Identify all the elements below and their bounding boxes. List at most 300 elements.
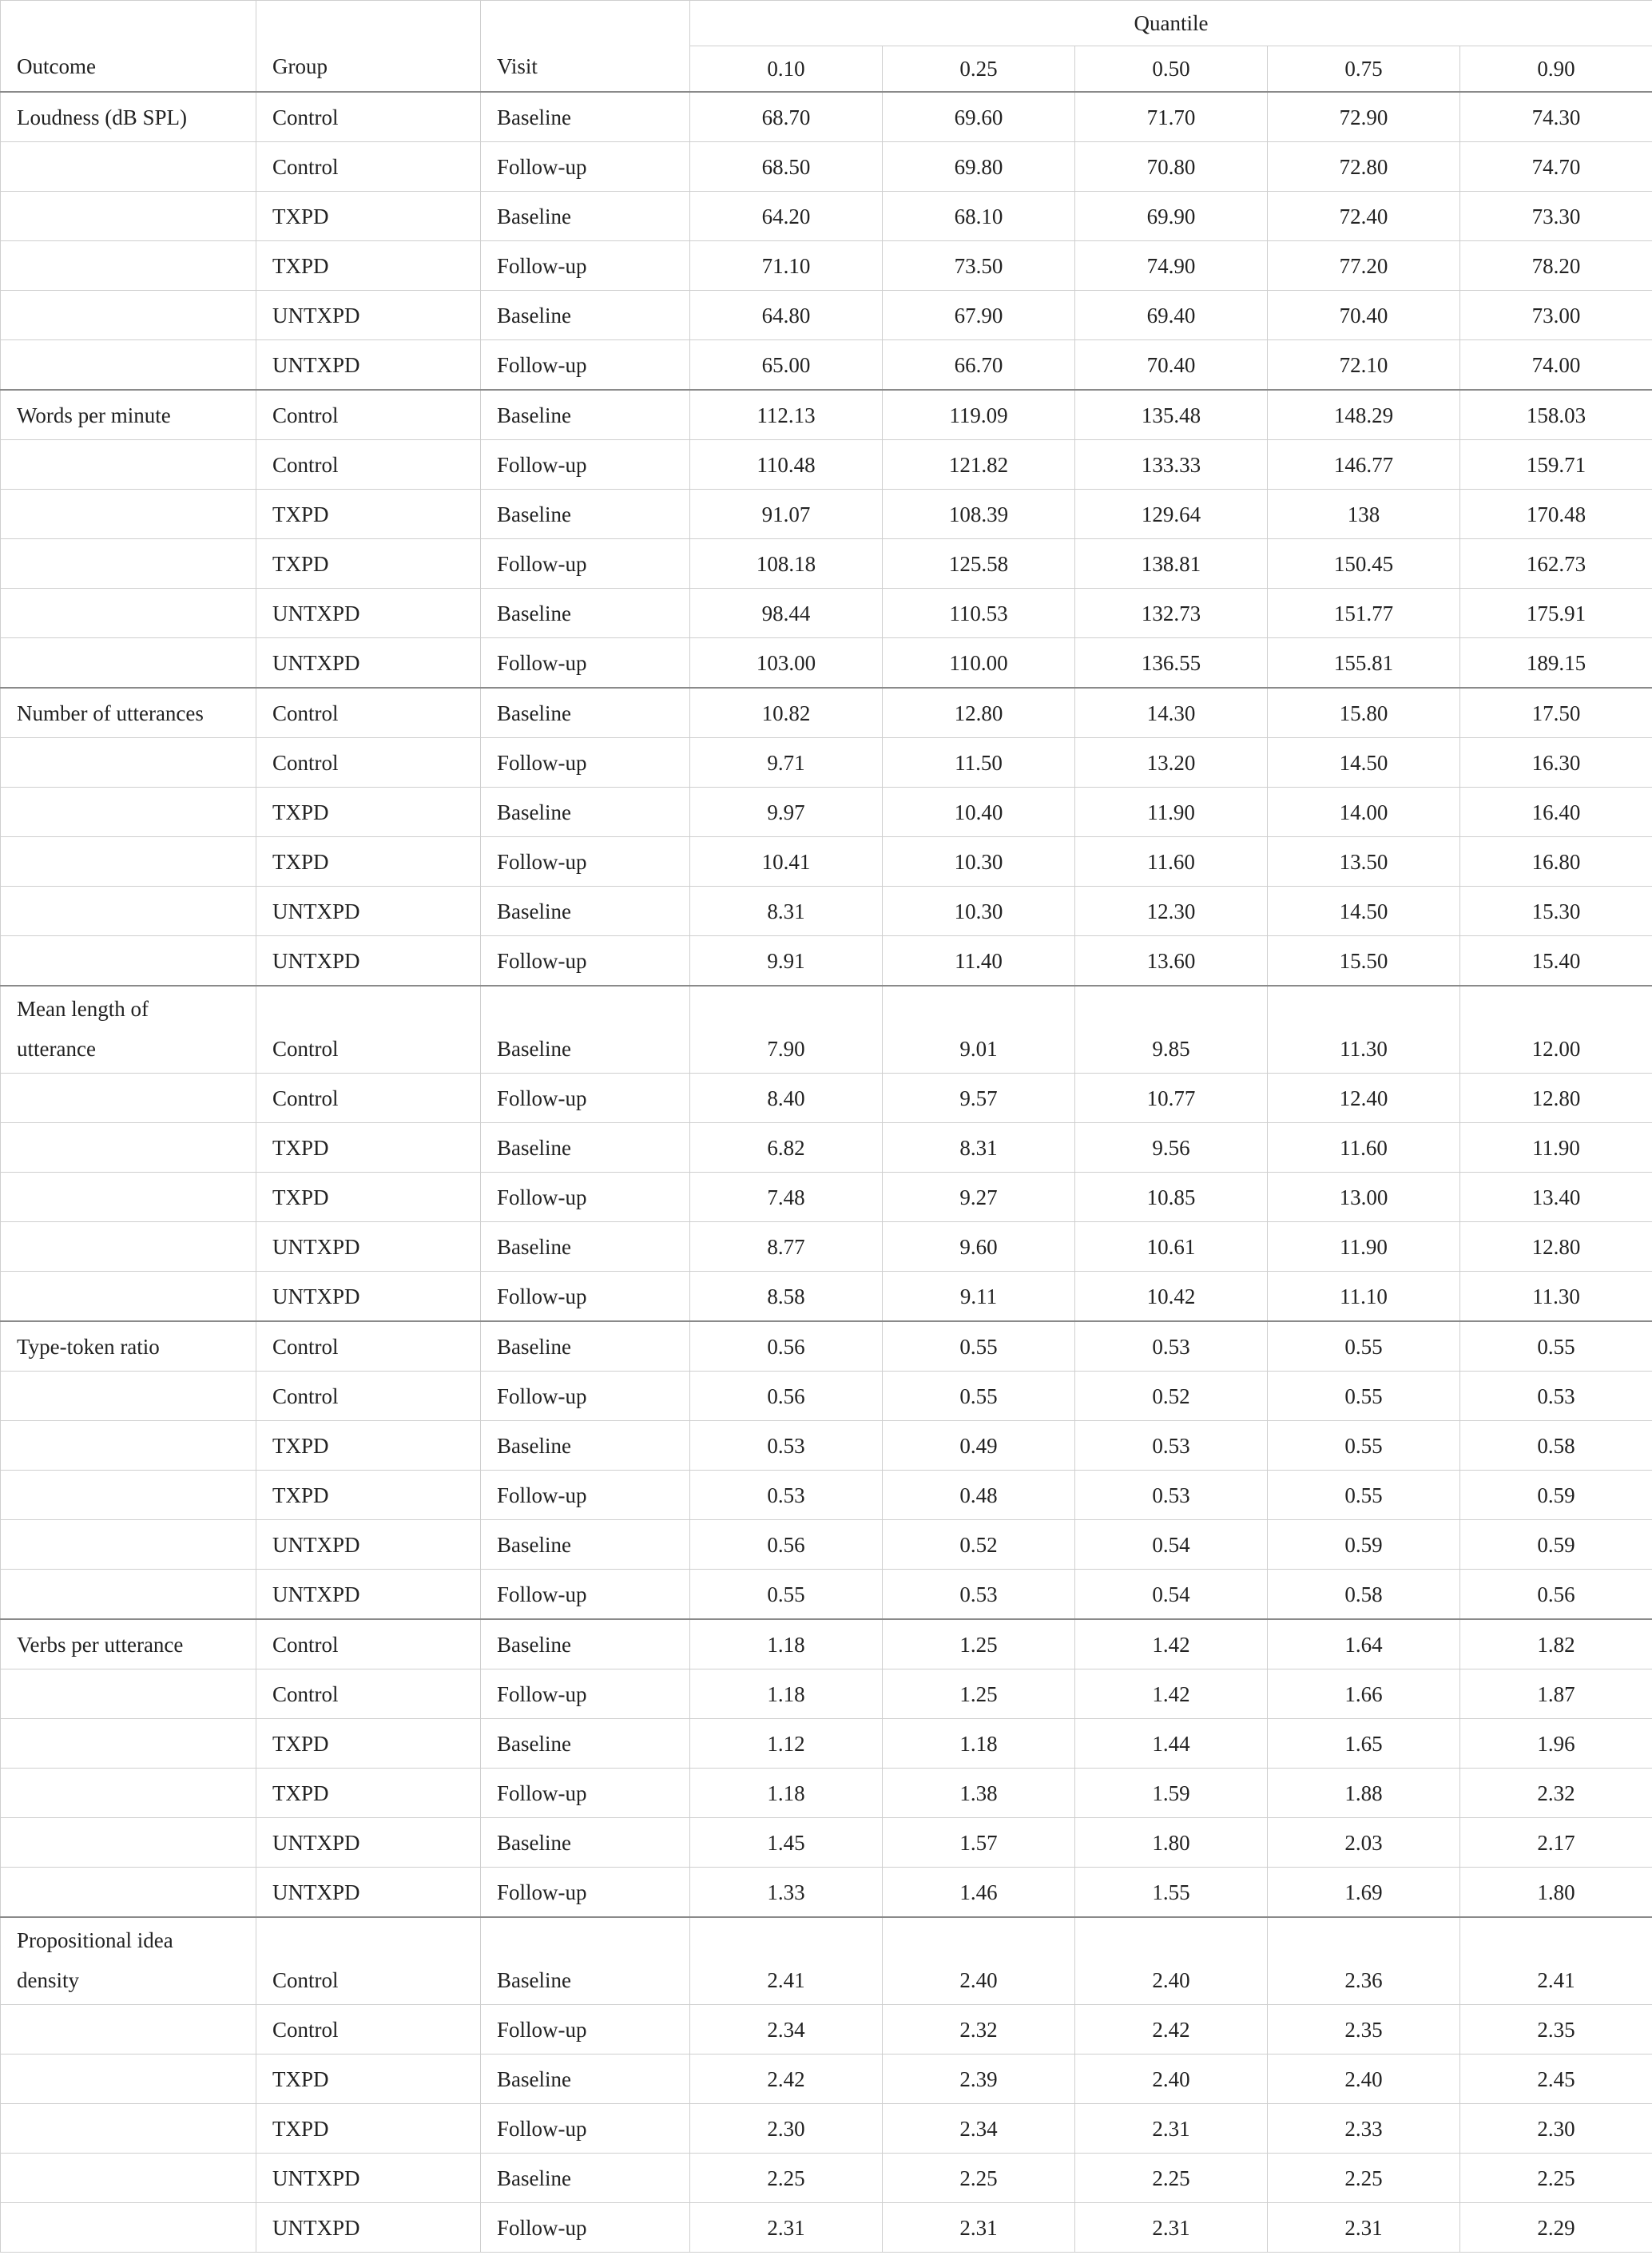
outcome-cell bbox=[1, 2055, 256, 2104]
value-cell: 148.29 bbox=[1268, 390, 1460, 440]
outcome-cell bbox=[1, 2203, 256, 2253]
value-cell: 2.41 bbox=[690, 1917, 883, 2005]
table-row bbox=[1, 1520, 1652, 1570]
value-cell: 10.30 bbox=[883, 837, 1075, 887]
value-cell: 0.53 bbox=[1075, 1471, 1268, 1520]
visit-cell: Follow-up bbox=[481, 2203, 690, 2253]
group-cell: Control bbox=[256, 92, 481, 142]
group-cell: Control bbox=[256, 1917, 481, 2005]
table-row bbox=[1, 390, 1652, 440]
value-cell: 14.50 bbox=[1268, 887, 1460, 936]
value-cell: 151.77 bbox=[1268, 589, 1460, 638]
value-cell: 1.55 bbox=[1075, 1868, 1268, 1918]
table-row bbox=[1, 490, 1652, 539]
group-cell: UNTXPD bbox=[256, 936, 481, 987]
value-cell: 10.42 bbox=[1075, 1272, 1268, 1322]
value-cell: 2.45 bbox=[1460, 2055, 1652, 2104]
value-cell: 2.31 bbox=[690, 2203, 883, 2253]
table-row bbox=[1, 1917, 1652, 2005]
outcome-cell bbox=[1, 738, 256, 788]
value-cell: 10.61 bbox=[1075, 1222, 1268, 1272]
visit-cell: Follow-up bbox=[481, 1669, 690, 1719]
table-row bbox=[1, 1123, 1652, 1173]
value-cell: 1.25 bbox=[883, 1669, 1075, 1719]
table-row bbox=[1, 1818, 1652, 1868]
outcome-cell bbox=[1, 1917, 256, 2005]
value-cell: 2.35 bbox=[1268, 2005, 1460, 2055]
value-cell: 2.40 bbox=[1075, 2055, 1268, 2104]
header-quantile-0-50: 0.50 bbox=[1075, 46, 1268, 93]
value-cell: 2.25 bbox=[1075, 2154, 1268, 2203]
value-cell: 16.40 bbox=[1460, 788, 1652, 837]
value-cell: 108.39 bbox=[883, 490, 1075, 539]
group-cell: TXPD bbox=[256, 1471, 481, 1520]
value-cell: 11.60 bbox=[1268, 1123, 1460, 1173]
visit-cell: Follow-up bbox=[481, 2104, 690, 2154]
outcome-cell bbox=[1, 1669, 256, 1719]
value-cell: 0.56 bbox=[690, 1321, 883, 1372]
value-cell: 10.77 bbox=[1075, 1074, 1268, 1123]
value-cell: 1.88 bbox=[1268, 1769, 1460, 1818]
value-cell: 2.29 bbox=[1460, 2203, 1652, 2253]
value-cell: 77.20 bbox=[1268, 241, 1460, 291]
value-cell: 1.45 bbox=[690, 1818, 883, 1868]
table-row bbox=[1, 837, 1652, 887]
visit-cell: Baseline bbox=[481, 1619, 690, 1669]
value-cell: 8.31 bbox=[883, 1123, 1075, 1173]
value-cell: 73.00 bbox=[1460, 291, 1652, 340]
table-row bbox=[1, 738, 1652, 788]
group-cell: TXPD bbox=[256, 1719, 481, 1769]
value-cell: 0.55 bbox=[1268, 1372, 1460, 1421]
value-cell: 13.00 bbox=[1268, 1173, 1460, 1222]
value-cell: 8.58 bbox=[690, 1272, 883, 1322]
table-row bbox=[1, 1421, 1652, 1471]
value-cell: 2.40 bbox=[1075, 1917, 1268, 2005]
value-cell: 1.66 bbox=[1268, 1669, 1460, 1719]
value-cell: 138.81 bbox=[1075, 539, 1268, 589]
visit-cell: Baseline bbox=[481, 1421, 690, 1471]
group-cell: Control bbox=[256, 688, 481, 738]
group-cell: UNTXPD bbox=[256, 291, 481, 340]
group-cell: UNTXPD bbox=[256, 1570, 481, 1620]
outcome-cell bbox=[1, 788, 256, 837]
value-cell: 0.52 bbox=[1075, 1372, 1268, 1421]
value-cell: 9.91 bbox=[690, 936, 883, 987]
value-cell: 158.03 bbox=[1460, 390, 1652, 440]
value-cell: 2.25 bbox=[1268, 2154, 1460, 2203]
header-quantile-0-75: 0.75 bbox=[1268, 46, 1460, 93]
value-cell: 135.48 bbox=[1075, 390, 1268, 440]
outcome-label: Type-token ratio bbox=[1, 1321, 256, 1372]
value-cell: 0.49 bbox=[883, 1421, 1075, 1471]
value-cell: 15.80 bbox=[1268, 688, 1460, 738]
group-cell: TXPD bbox=[256, 2104, 481, 2154]
value-cell: 9.71 bbox=[690, 738, 883, 788]
value-cell: 67.90 bbox=[883, 291, 1075, 340]
outcome-cell bbox=[1, 638, 256, 689]
visit-cell: Follow-up bbox=[481, 837, 690, 887]
outcome-label-line: utterance bbox=[17, 1037, 96, 1061]
value-cell: 74.00 bbox=[1460, 340, 1652, 391]
value-cell: 110.00 bbox=[883, 638, 1075, 689]
table-row bbox=[1, 1321, 1652, 1372]
table-row bbox=[1, 1471, 1652, 1520]
table-row bbox=[1, 589, 1652, 638]
value-cell: 14.50 bbox=[1268, 738, 1460, 788]
value-cell: 8.31 bbox=[690, 887, 883, 936]
value-cell: 110.48 bbox=[690, 440, 883, 490]
value-cell: 1.57 bbox=[883, 1818, 1075, 1868]
table-row bbox=[1, 1372, 1652, 1421]
value-cell: 11.50 bbox=[883, 738, 1075, 788]
value-cell: 2.39 bbox=[883, 2055, 1075, 2104]
value-cell: 65.00 bbox=[690, 340, 883, 391]
visit-cell: Baseline bbox=[481, 887, 690, 936]
value-cell: 155.81 bbox=[1268, 638, 1460, 689]
value-cell: 9.56 bbox=[1075, 1123, 1268, 1173]
outcome-cell bbox=[1, 1520, 256, 1570]
value-cell: 1.80 bbox=[1075, 1818, 1268, 1868]
group-cell: UNTXPD bbox=[256, 2203, 481, 2253]
group-cell: TXPD bbox=[256, 837, 481, 887]
table-row bbox=[1, 2104, 1652, 2154]
outcome-cell bbox=[1, 291, 256, 340]
outcome-cell bbox=[1, 1471, 256, 1520]
value-cell: 112.13 bbox=[690, 390, 883, 440]
table-row bbox=[1, 1570, 1652, 1620]
value-cell: 7.90 bbox=[690, 986, 883, 1074]
visit-cell: Baseline bbox=[481, 192, 690, 241]
visit-cell: Baseline bbox=[481, 589, 690, 638]
header-quantile-0-10: 0.10 bbox=[690, 46, 883, 93]
value-cell: 15.50 bbox=[1268, 936, 1460, 987]
group-cell: UNTXPD bbox=[256, 1818, 481, 1868]
value-cell: 146.77 bbox=[1268, 440, 1460, 490]
header-quantile-0-90: 0.90 bbox=[1460, 46, 1652, 93]
value-cell: 2.42 bbox=[1075, 2005, 1268, 2055]
group-cell: TXPD bbox=[256, 2055, 481, 2104]
value-cell: 72.40 bbox=[1268, 192, 1460, 241]
group-cell: Control bbox=[256, 142, 481, 192]
group-cell: UNTXPD bbox=[256, 1272, 481, 1322]
value-cell: 125.58 bbox=[883, 539, 1075, 589]
visit-cell: Follow-up bbox=[481, 241, 690, 291]
group-cell: Control bbox=[256, 1619, 481, 1669]
group-cell: TXPD bbox=[256, 788, 481, 837]
outcome-label: Words per minute bbox=[1, 390, 256, 440]
visit-cell: Baseline bbox=[481, 2055, 690, 2104]
table-row bbox=[1, 2203, 1652, 2253]
group-cell: UNTXPD bbox=[256, 2154, 481, 2203]
visit-cell: Follow-up bbox=[481, 539, 690, 589]
outcome-label-line: Propositional idea bbox=[17, 1928, 173, 1952]
value-cell: 1.18 bbox=[690, 1769, 883, 1818]
value-cell: 9.85 bbox=[1075, 986, 1268, 1074]
value-cell: 74.90 bbox=[1075, 241, 1268, 291]
value-cell: 0.59 bbox=[1268, 1520, 1460, 1570]
group-cell: Control bbox=[256, 1321, 481, 1372]
value-cell: 11.90 bbox=[1268, 1222, 1460, 1272]
value-cell: 71.10 bbox=[690, 241, 883, 291]
value-cell: 2.34 bbox=[883, 2104, 1075, 2154]
value-cell: 78.20 bbox=[1460, 241, 1652, 291]
value-cell: 0.54 bbox=[1075, 1570, 1268, 1620]
value-cell: 72.90 bbox=[1268, 92, 1460, 142]
value-cell: 2.31 bbox=[1075, 2203, 1268, 2253]
value-cell: 14.00 bbox=[1268, 788, 1460, 837]
table-row bbox=[1, 92, 1652, 142]
value-cell: 12.80 bbox=[883, 688, 1075, 738]
value-cell: 8.40 bbox=[690, 1074, 883, 1123]
value-cell: 129.64 bbox=[1075, 490, 1268, 539]
value-cell: 2.30 bbox=[690, 2104, 883, 2154]
value-cell: 0.55 bbox=[883, 1372, 1075, 1421]
table-row bbox=[1, 1173, 1652, 1222]
value-cell: 12.80 bbox=[1460, 1074, 1652, 1123]
visit-cell: Follow-up bbox=[481, 1868, 690, 1918]
outcome-cell bbox=[1, 2154, 256, 2203]
value-cell: 9.97 bbox=[690, 788, 883, 837]
visit-cell: Baseline bbox=[481, 291, 690, 340]
value-cell: 1.38 bbox=[883, 1769, 1075, 1818]
value-cell: 0.55 bbox=[1268, 1421, 1460, 1471]
outcome-cell bbox=[1, 1868, 256, 1918]
table-row bbox=[1, 936, 1652, 987]
table-row bbox=[1, 2154, 1652, 2203]
value-cell: 69.80 bbox=[883, 142, 1075, 192]
outcome-label: Number of utterances bbox=[1, 688, 256, 738]
outcome-cell bbox=[1, 1421, 256, 1471]
group-cell: Control bbox=[256, 1669, 481, 1719]
value-cell: 0.58 bbox=[1460, 1421, 1652, 1471]
value-cell: 170.48 bbox=[1460, 490, 1652, 539]
outcome-cell bbox=[1, 539, 256, 589]
value-cell: 138 bbox=[1268, 490, 1460, 539]
outcome-cell bbox=[1, 936, 256, 987]
value-cell: 13.50 bbox=[1268, 837, 1460, 887]
visit-cell: Follow-up bbox=[481, 1173, 690, 1222]
value-cell: 2.42 bbox=[690, 2055, 883, 2104]
outcome-cell bbox=[1, 1173, 256, 1222]
value-cell: 1.18 bbox=[690, 1669, 883, 1719]
visit-cell: Baseline bbox=[481, 1520, 690, 1570]
outcome-cell bbox=[1, 1769, 256, 1818]
visit-cell: Baseline bbox=[481, 1917, 690, 2005]
value-cell: 2.41 bbox=[1460, 1917, 1652, 2005]
table-row bbox=[1, 986, 1652, 1074]
value-cell: 66.70 bbox=[883, 340, 1075, 391]
visit-cell: Baseline bbox=[481, 2154, 690, 2203]
group-cell: Control bbox=[256, 986, 481, 1074]
table-row bbox=[1, 440, 1652, 490]
value-cell: 9.60 bbox=[883, 1222, 1075, 1272]
value-cell: 11.40 bbox=[883, 936, 1075, 987]
visit-cell: Baseline bbox=[481, 1818, 690, 1868]
value-cell: 2.36 bbox=[1268, 1917, 1460, 2005]
value-cell: 13.40 bbox=[1460, 1173, 1652, 1222]
value-cell: 14.30 bbox=[1075, 688, 1268, 738]
value-cell: 0.53 bbox=[1075, 1321, 1268, 1372]
outcome-cell bbox=[1, 490, 256, 539]
table-row bbox=[1, 539, 1652, 589]
value-cell: 2.40 bbox=[1268, 2055, 1460, 2104]
visit-cell: Follow-up bbox=[481, 440, 690, 490]
table-row bbox=[1, 1272, 1652, 1322]
value-cell: 1.44 bbox=[1075, 1719, 1268, 1769]
value-cell: 2.31 bbox=[1268, 2203, 1460, 2253]
value-cell: 1.80 bbox=[1460, 1868, 1652, 1918]
value-cell: 0.53 bbox=[883, 1570, 1075, 1620]
group-cell: UNTXPD bbox=[256, 589, 481, 638]
value-cell: 1.25 bbox=[883, 1619, 1075, 1669]
value-cell: 6.82 bbox=[690, 1123, 883, 1173]
value-cell: 64.80 bbox=[690, 291, 883, 340]
value-cell: 132.73 bbox=[1075, 589, 1268, 638]
value-cell: 1.42 bbox=[1075, 1669, 1268, 1719]
value-cell: 11.10 bbox=[1268, 1272, 1460, 1322]
value-cell: 189.15 bbox=[1460, 638, 1652, 689]
value-cell: 0.53 bbox=[690, 1421, 883, 1471]
table-row bbox=[1, 2005, 1652, 2055]
value-cell: 9.57 bbox=[883, 1074, 1075, 1123]
value-cell: 9.11 bbox=[883, 1272, 1075, 1322]
header-group: Group bbox=[256, 1, 481, 93]
value-cell: 11.60 bbox=[1075, 837, 1268, 887]
outcome-cell bbox=[1, 986, 256, 1074]
outcome-cell bbox=[1, 142, 256, 192]
visit-cell: Follow-up bbox=[481, 142, 690, 192]
visit-cell: Follow-up bbox=[481, 1471, 690, 1520]
visit-cell: Follow-up bbox=[481, 1074, 690, 1123]
header-quantile-0-25: 0.25 bbox=[883, 46, 1075, 93]
value-cell: 0.53 bbox=[1460, 1372, 1652, 1421]
value-cell: 2.25 bbox=[883, 2154, 1075, 2203]
visit-cell: Baseline bbox=[481, 788, 690, 837]
outcome-cell bbox=[1, 1123, 256, 1173]
value-cell: 1.64 bbox=[1268, 1619, 1460, 1669]
table-row bbox=[1, 192, 1652, 241]
outcome-label: Loudness (dB SPL) bbox=[1, 92, 256, 142]
value-cell: 1.18 bbox=[690, 1619, 883, 1669]
value-cell: 72.80 bbox=[1268, 142, 1460, 192]
value-cell: 0.56 bbox=[690, 1372, 883, 1421]
value-cell: 1.59 bbox=[1075, 1769, 1268, 1818]
value-cell: 0.55 bbox=[1268, 1471, 1460, 1520]
table-row bbox=[1, 1669, 1652, 1719]
value-cell: 175.91 bbox=[1460, 589, 1652, 638]
value-cell: 0.55 bbox=[690, 1570, 883, 1620]
value-cell: 12.40 bbox=[1268, 1074, 1460, 1123]
value-cell: 0.52 bbox=[883, 1520, 1075, 1570]
value-cell: 10.82 bbox=[690, 688, 883, 738]
value-cell: 70.40 bbox=[1268, 291, 1460, 340]
group-cell: TXPD bbox=[256, 490, 481, 539]
value-cell: 74.70 bbox=[1460, 142, 1652, 192]
value-cell: 2.32 bbox=[1460, 1769, 1652, 1818]
visit-cell: Follow-up bbox=[481, 1570, 690, 1620]
value-cell: 72.10 bbox=[1268, 340, 1460, 391]
header-visit: Visit bbox=[481, 1, 690, 93]
value-cell: 2.30 bbox=[1460, 2104, 1652, 2154]
value-cell: 8.77 bbox=[690, 1222, 883, 1272]
value-cell: 108.18 bbox=[690, 539, 883, 589]
table-row bbox=[1, 887, 1652, 936]
value-cell: 71.70 bbox=[1075, 92, 1268, 142]
table-row bbox=[1, 1868, 1652, 1918]
group-cell: TXPD bbox=[256, 1769, 481, 1818]
outcome-label-line: Mean length of bbox=[17, 997, 149, 1021]
visit-cell: Baseline bbox=[481, 490, 690, 539]
table-row bbox=[1, 1769, 1652, 1818]
value-cell: 0.56 bbox=[1460, 1570, 1652, 1620]
value-cell: 0.53 bbox=[690, 1471, 883, 1520]
group-cell: Control bbox=[256, 440, 481, 490]
value-cell: 2.31 bbox=[1075, 2104, 1268, 2154]
group-cell: Control bbox=[256, 738, 481, 788]
table-row bbox=[1, 2055, 1652, 2104]
table-row bbox=[1, 1222, 1652, 1272]
table-row bbox=[1, 340, 1652, 391]
table-row bbox=[1, 1619, 1652, 1669]
group-cell: UNTXPD bbox=[256, 1868, 481, 1918]
group-cell: TXPD bbox=[256, 241, 481, 291]
value-cell: 150.45 bbox=[1268, 539, 1460, 589]
group-cell: UNTXPD bbox=[256, 1520, 481, 1570]
visit-cell: Baseline bbox=[481, 986, 690, 1074]
outcome-cell bbox=[1, 1719, 256, 1769]
visit-cell: Baseline bbox=[481, 92, 690, 142]
value-cell: 98.44 bbox=[690, 589, 883, 638]
value-cell: 12.80 bbox=[1460, 1222, 1652, 1272]
value-cell: 119.09 bbox=[883, 390, 1075, 440]
visit-cell: Baseline bbox=[481, 1719, 690, 1769]
outcome-cell bbox=[1, 589, 256, 638]
value-cell: 70.80 bbox=[1075, 142, 1268, 192]
value-cell: 121.82 bbox=[883, 440, 1075, 490]
group-cell: UNTXPD bbox=[256, 1222, 481, 1272]
value-cell: 2.25 bbox=[690, 2154, 883, 2203]
visit-cell: Follow-up bbox=[481, 2005, 690, 2055]
table-row bbox=[1, 788, 1652, 837]
value-cell: 0.55 bbox=[1268, 1321, 1460, 1372]
outcome-cell bbox=[1, 1818, 256, 1868]
value-cell: 9.27 bbox=[883, 1173, 1075, 1222]
group-cell: UNTXPD bbox=[256, 340, 481, 391]
value-cell: 73.50 bbox=[883, 241, 1075, 291]
value-cell: 162.73 bbox=[1460, 539, 1652, 589]
outcome-cell bbox=[1, 1074, 256, 1123]
value-cell: 11.30 bbox=[1460, 1272, 1652, 1322]
value-cell: 68.50 bbox=[690, 142, 883, 192]
value-cell: 2.35 bbox=[1460, 2005, 1652, 2055]
group-cell: UNTXPD bbox=[256, 638, 481, 689]
visit-cell: Follow-up bbox=[481, 1769, 690, 1818]
value-cell: 10.41 bbox=[690, 837, 883, 887]
value-cell: 10.40 bbox=[883, 788, 1075, 837]
table-row bbox=[1, 688, 1652, 738]
value-cell: 1.33 bbox=[690, 1868, 883, 1918]
group-cell: TXPD bbox=[256, 192, 481, 241]
outcome-label: Verbs per utterance bbox=[1, 1619, 256, 1669]
visit-cell: Follow-up bbox=[481, 638, 690, 689]
value-cell: 1.65 bbox=[1268, 1719, 1460, 1769]
header-outcome: Outcome bbox=[1, 1, 256, 93]
value-cell: 17.50 bbox=[1460, 688, 1652, 738]
outcome-cell bbox=[1, 837, 256, 887]
value-cell: 91.07 bbox=[690, 490, 883, 539]
outcome-cell bbox=[1, 1570, 256, 1620]
